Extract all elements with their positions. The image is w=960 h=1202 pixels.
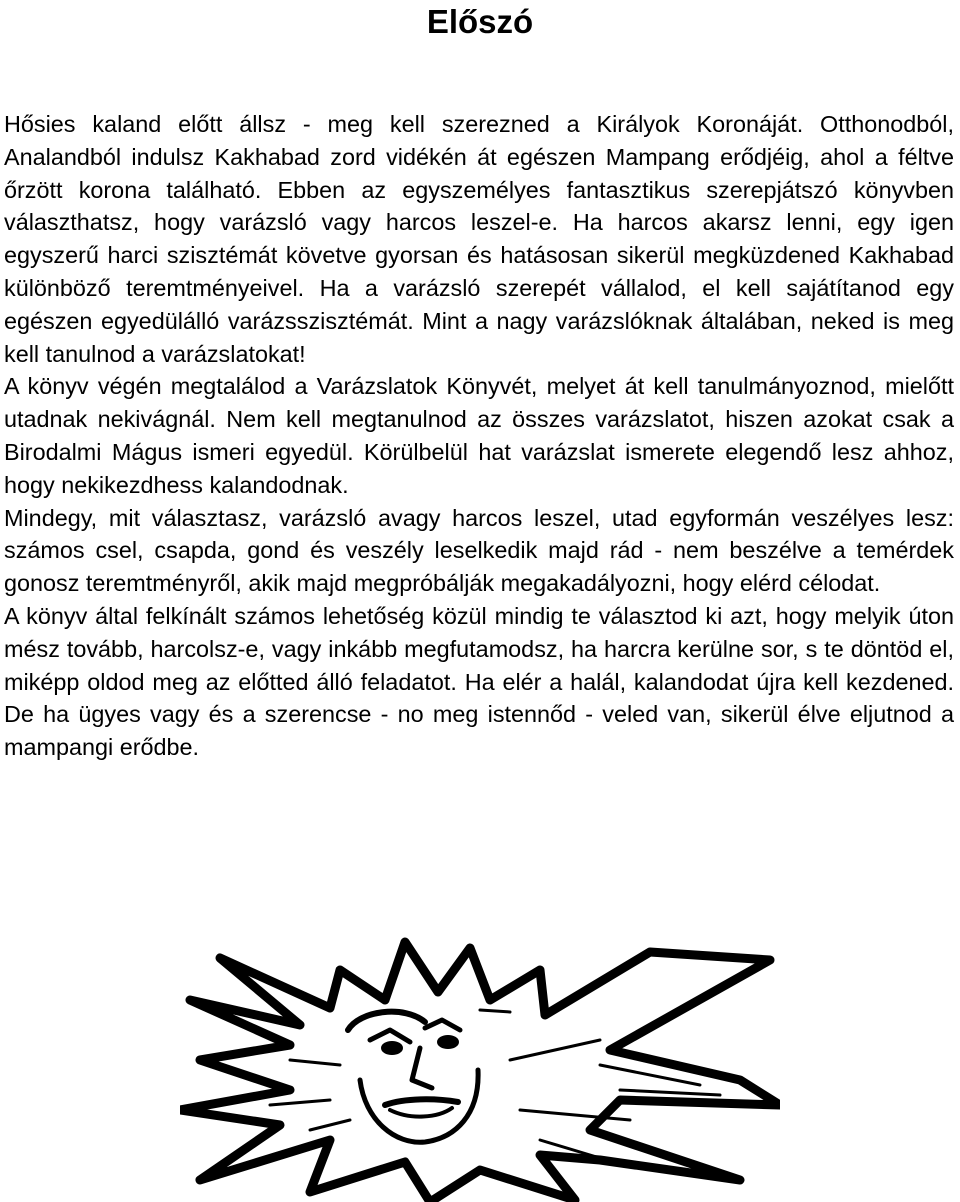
page-title: Előszó xyxy=(426,3,534,40)
paragraph-intro: Hősies kaland előtt állsz - meg kell szerezned a Királyok Koronáját. Otthonodból, Analandból indulsz Kakhabad zord vidékén át egészen Mampang erődjéig, ahol a féltve őrzött korona található. Ebben az egyszemélyes fantasztikus szerepjátszó könyvben választhatsz, hogy varázsló vagy harcos leszel-e. Ha harcos akarsz lenni, egy igen egyszerű harci szisztémát követve gyorsan és hatásosan sikerül megküzdened Kakhabad különböző teremtményeivel. Ha a varázsló szerepét vállalod, el kell sajátítanod egy egészen egyedülálló varázsszisztémát. Mint a nagy varázslóknak általában, neked is meg kell tanulnod a varázslatokat! xyxy=(4,111,954,367)
paragraph-spellbook: A könyv végén megtalálod a Varázslatok Könyvét, melyet át kell tanulmányoznod, mielőtt utadnak nekivágnál. Nem kell megtanulnod az összes varázslatot, hiszen azokat csak a Birodalmi Mágus ismeri egyedül. Körülbelül hat varázslat ismerete elegendő lesz ahhoz, hogy nekikezdhess kalandodnak. xyxy=(4,373,954,498)
paragraph-choices: A könyv által felkínált számos lehetőség közül mindig te választod ki azt, hogy melyik úton mész tovább, harcolsz-e, vagy inkább megfutamodsz, ha harcra kerülne sor, s te döntöd el, miképp oldod meg az előtted álló feladatot. Ha elér a halál, kalandodat újra kell kezdened. De ha ügyes vagy és a szerencse - no meg istennőd - veled van, sikerül élve eljutnod a mampangi erődbe. xyxy=(4,602,954,761)
paragraph-dangers: Mindegy, mit választasz, varázsló avagy harcos leszel, utad egyformán veszélyes lesz: számos csel, csapda, gond és veszély leselkedik majd rád - nem beszélve a temérdek gonosz teremtményről, akik majd megpróbálják megakadályozni, hogy elérd célodat. xyxy=(4,504,954,597)
angry-sun-illustration-icon xyxy=(180,930,780,1202)
body-text xyxy=(4,108,954,764)
